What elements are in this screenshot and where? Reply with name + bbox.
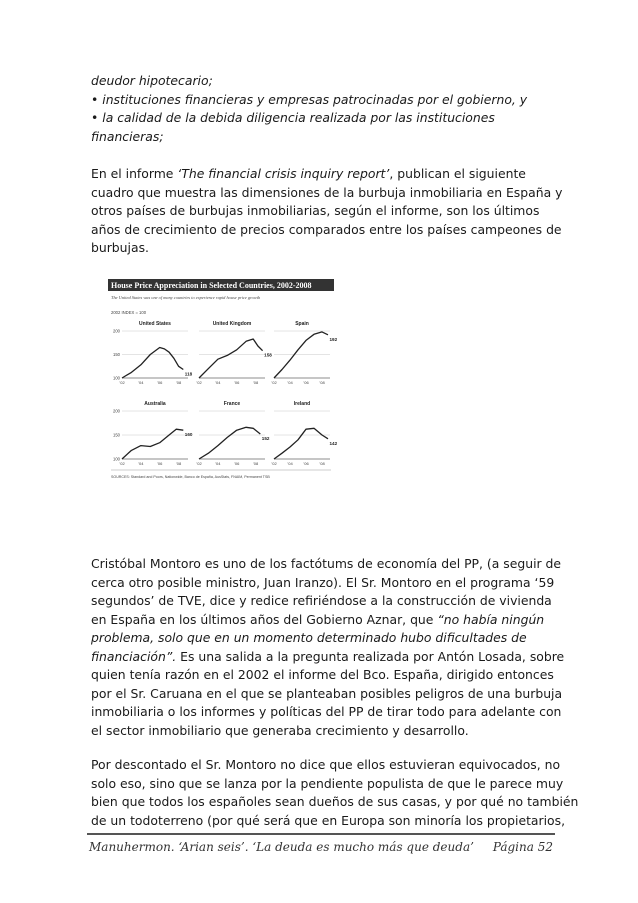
text-line bbox=[91, 165, 551, 184]
series-line-spain bbox=[274, 332, 328, 378]
text-line: solo eso, sino que se lanza por la pendiente populista de que le parece muy bbox=[91, 775, 564, 791]
end-value-label: 192 bbox=[329, 336, 338, 342]
text-line: Por descontado el Sr. Montoro no dice que ellos estuvieran equivocados, no bbox=[91, 757, 561, 772]
x-tick-label: ’06 bbox=[234, 461, 240, 466]
x-tick-label: ’04 bbox=[138, 380, 144, 385]
quote-italic: financiación”. bbox=[91, 648, 177, 664]
footer-title: Manuhermon. ‘Arian seis’. ‘La deuda es mucho más que deuda’ bbox=[89, 840, 474, 854]
x-tick-label: ’02 bbox=[196, 461, 202, 466]
text-line: • la calidad de la debida diligencia realizada por las instituciones bbox=[91, 110, 495, 125]
x-tick-label: ’04 bbox=[287, 461, 293, 466]
text-line: de un todoterreno (por qué será que en Europa son minoría los propietarios, bbox=[91, 812, 566, 828]
series-line-ireland bbox=[274, 428, 328, 459]
x-tick-label: ’06 bbox=[157, 461, 163, 466]
text-run: En el informe bbox=[91, 166, 178, 181]
paragraph-montoro bbox=[91, 555, 565, 740]
end-value-label: 142 bbox=[329, 440, 338, 446]
chart-subtitle: The United States was one of many countries to experience rapid house price growth bbox=[111, 295, 261, 300]
end-value-label: 160 bbox=[184, 432, 193, 438]
paragraph-list-continuation bbox=[91, 72, 551, 146]
chart-y-axis-label: 2002 INDEX = 100 bbox=[111, 310, 147, 315]
x-tick-label: ’08 bbox=[252, 461, 259, 466]
footer-divider bbox=[87, 833, 555, 835]
text-line: quien tenía razón en el 2002 el informe del Bco. España, dirigido entonces bbox=[91, 667, 554, 682]
text-line bbox=[91, 611, 551, 630]
x-tick-label: ’04 bbox=[215, 461, 221, 466]
text-line: Cristóbal Montoro es uno de los factótums de economía del PP, (a seguir de bbox=[91, 556, 562, 571]
series-line-france bbox=[199, 427, 260, 459]
text-line: otros países de burbujas inmobiliarias, según el informe, son los últimos bbox=[91, 203, 540, 218]
x-tick-label: ’08 bbox=[175, 461, 182, 466]
x-tick-label: ’04 bbox=[287, 380, 293, 385]
end-value-label: 152 bbox=[261, 436, 270, 442]
x-tick-label: ’02 bbox=[196, 380, 202, 385]
text-line: segundos’ de TVE, dice y redice refiriéndose a la construcción de vivienda bbox=[91, 593, 552, 608]
x-tick-label: ’02 bbox=[271, 380, 277, 385]
panel-title: Australia bbox=[144, 401, 166, 407]
report-title-italic: ‘The financial crisis inquiry report’ bbox=[177, 166, 390, 181]
end-value-label: 118 bbox=[184, 371, 193, 377]
series-line-united-kingdom bbox=[199, 339, 263, 378]
text-line: por el Sr. Caruana en el que se planteaban posibles peligros de una burbuja bbox=[91, 685, 563, 701]
quote-italic: “no había ningún bbox=[437, 611, 545, 627]
series-line-australia bbox=[122, 429, 183, 459]
series-line-united-states bbox=[122, 348, 183, 379]
y-tick-label: 150 bbox=[113, 432, 120, 438]
x-tick-label: ’02 bbox=[119, 380, 125, 385]
x-tick-label: ’06 bbox=[303, 380, 309, 385]
text-run: en España en los últimos años del Gobierno Aznar, que bbox=[91, 611, 438, 627]
text-line: burbujas. bbox=[91, 240, 149, 255]
page-footer bbox=[89, 840, 553, 854]
text-line: inmobiliaria o los informes y políticas del PP de tirar todo para adelante con bbox=[91, 704, 562, 719]
x-tick-label: ’06 bbox=[303, 461, 309, 466]
x-tick-label: ’02 bbox=[119, 461, 125, 466]
text-line: años de crecimiento de precios comparados entre los países campeones de bbox=[91, 221, 562, 237]
text-line: bien que todos los españoles sean dueños de sus casas, y por qué no también bbox=[91, 794, 579, 809]
x-tick-label: ’08 bbox=[175, 380, 182, 385]
panel-title: France bbox=[223, 401, 241, 407]
page-number: Página 52 bbox=[492, 840, 553, 854]
chart-source: SOURCES: Standard and Poors, Nationwide, Banco de España, AusStats, FNAIM, Permanent TSB bbox=[111, 475, 270, 479]
y-tick-label: 100 bbox=[113, 456, 120, 462]
text-run: Es una salida a la pregunta realizada por Antón Losada, sobre bbox=[176, 648, 565, 664]
house-price-chart-figure bbox=[108, 279, 338, 484]
panel-title: United States bbox=[139, 321, 171, 327]
text-line: cuadro que muestra las dimensiones de la burbuja inmobiliaria en España y bbox=[91, 184, 563, 200]
x-tick-label: ’08 bbox=[319, 461, 325, 466]
x-tick-label: ’08 bbox=[319, 380, 325, 385]
y-tick-label: 200 bbox=[113, 408, 120, 414]
paragraph-report-intro bbox=[91, 165, 563, 258]
text-line bbox=[91, 648, 565, 667]
x-tick-label: ’04 bbox=[215, 380, 221, 385]
house-price-chart bbox=[108, 279, 338, 484]
x-tick-label: ’02 bbox=[271, 461, 277, 466]
text-run: , publican el siguiente bbox=[389, 166, 526, 181]
y-tick-label: 100 bbox=[113, 375, 120, 381]
x-tick-label: ’04 bbox=[138, 461, 144, 466]
chart-title: House Price Appreciation in Selected Countries, 2002-2008 bbox=[111, 281, 312, 290]
quote-line: problema, solo que en un momento determinado hubo dificultades de bbox=[91, 630, 527, 645]
text-line: • instituciones financieras y empresas patrocinadas por el gobierno, y bbox=[91, 91, 528, 107]
end-value-label: 158 bbox=[264, 352, 272, 358]
x-tick-label: ’06 bbox=[157, 380, 163, 385]
text-line: el sector inmobiliario que generaba crecimiento y desarrollo. bbox=[91, 722, 469, 738]
text-line: cerca otro posible ministro, Juan Iranzo). El Sr. Montoro en el programa ‘59 bbox=[91, 574, 555, 590]
paragraph-populism bbox=[91, 756, 579, 830]
text-line: deudor hipotecario; bbox=[91, 73, 213, 88]
y-tick-label: 200 bbox=[113, 328, 120, 334]
x-tick-label: ’06 bbox=[234, 380, 240, 385]
text-line: financieras; bbox=[91, 128, 164, 144]
panel-title: United Kingdom bbox=[212, 321, 252, 327]
panel-title: Ireland bbox=[293, 401, 311, 407]
x-tick-label: ’08 bbox=[252, 380, 259, 385]
y-tick-label: 150 bbox=[113, 352, 120, 357]
panel-title: Spain bbox=[295, 321, 309, 327]
